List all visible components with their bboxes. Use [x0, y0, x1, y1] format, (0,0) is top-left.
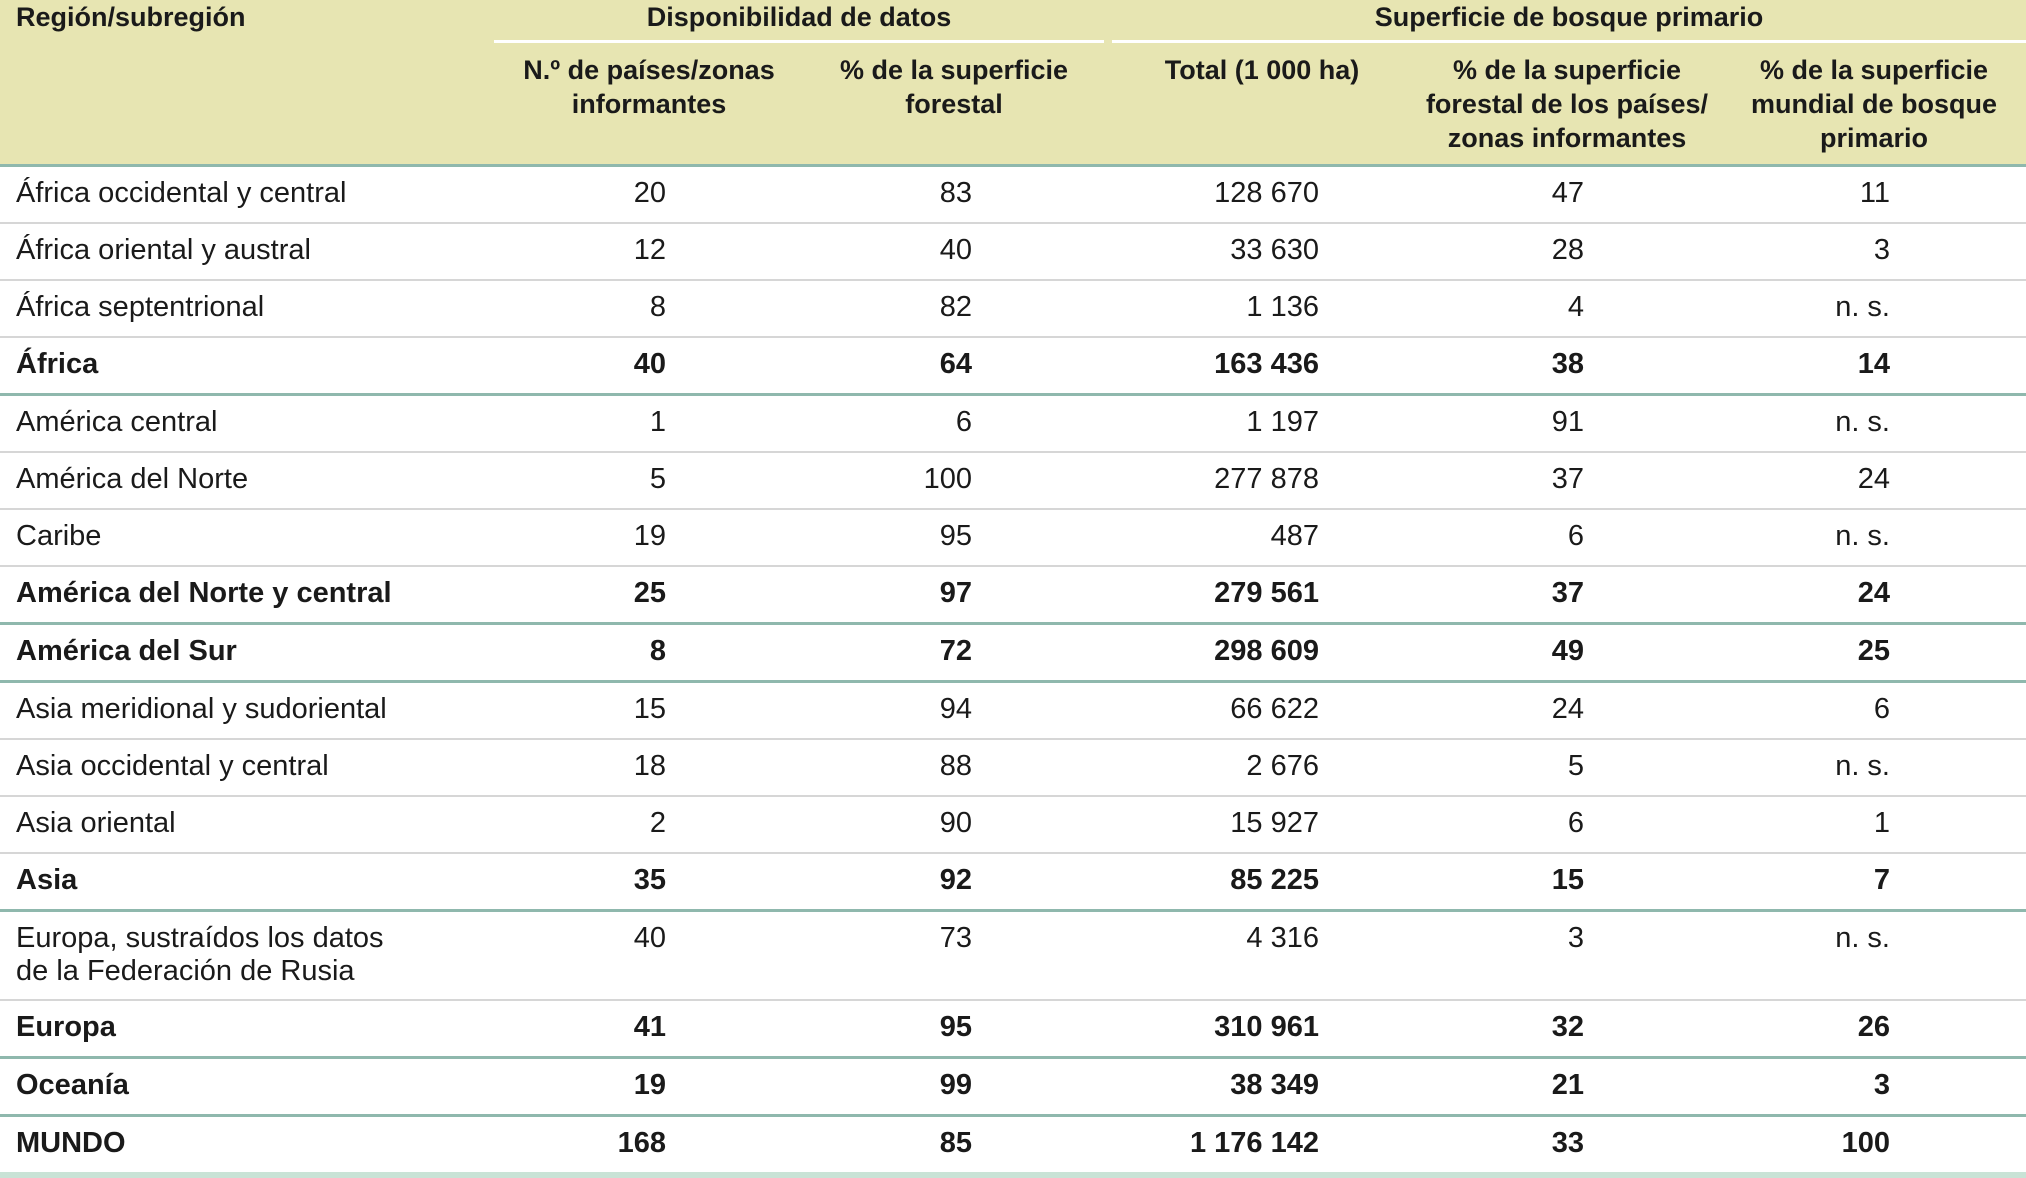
row-total: 85 225: [1230, 864, 1319, 896]
row-total: 128 670: [1214, 177, 1319, 209]
row-region: Asia oriental: [16, 807, 176, 839]
row-pct-reporting: 37: [1551, 463, 1584, 495]
row-pct-forest: 95: [939, 520, 972, 552]
row-region: Oceanía: [16, 1069, 129, 1101]
row-pct-reporting: 21: [1551, 1069, 1584, 1101]
row-total: 38 349: [1230, 1069, 1319, 1101]
row-pct-reporting: 33: [1551, 1127, 1584, 1159]
row-region: MUNDO: [16, 1127, 126, 1159]
row-pct-world: n. s.: [1835, 520, 1890, 552]
row-countries: 40: [633, 922, 666, 954]
table-row: [0, 797, 2026, 854]
row-pct-reporting: 4: [1567, 291, 1584, 323]
row-pct-world: n. s.: [1835, 750, 1890, 782]
row-countries: 19: [633, 1069, 666, 1101]
row-pct-world: 24: [1857, 577, 1890, 609]
row-total: 33 630: [1230, 234, 1319, 266]
header-region: Región/subregión: [16, 2, 246, 32]
row-pct-world: 1: [1873, 807, 1890, 839]
table-row: [0, 1117, 2026, 1178]
table-row: [0, 281, 2026, 338]
row-pct-world: 3: [1873, 1069, 1890, 1101]
row-pct-forest: 64: [939, 348, 972, 380]
row-countries: 25: [633, 577, 666, 609]
row-pct-world: 6: [1873, 693, 1890, 725]
row-region: Europa: [16, 1011, 116, 1043]
row-pct-reporting: 37: [1551, 577, 1584, 609]
table-row: [0, 167, 2026, 224]
table-row: [0, 854, 2026, 912]
row-pct-world: n. s.: [1835, 406, 1890, 438]
row-countries: 40: [633, 348, 666, 380]
table-body: [0, 167, 2026, 1178]
row-pct-forest: 40: [939, 234, 972, 266]
row-countries: 5: [649, 463, 666, 495]
row-pct-world: 26: [1857, 1011, 1890, 1043]
row-pct-forest: 82: [939, 291, 972, 323]
row-countries: 18: [633, 750, 666, 782]
row-pct-world: 25: [1857, 635, 1890, 667]
table-row: [0, 224, 2026, 281]
row-total: 487: [1270, 520, 1319, 552]
row-region: Europa, sustraídos los datos de la Federación de Rusia: [16, 922, 384, 987]
row-region: Asia: [16, 864, 78, 896]
row-pct-forest: 99: [939, 1069, 972, 1101]
row-pct-world: 14: [1857, 348, 1890, 380]
row-countries: 2: [649, 807, 666, 839]
row-countries: 41: [633, 1011, 666, 1043]
row-total: 163 436: [1214, 348, 1319, 380]
header-divider-primary: [1112, 40, 2026, 43]
row-region: Asia meridional y sudoriental: [16, 693, 387, 725]
row-total: 15 927: [1230, 807, 1319, 839]
row-pct-reporting: 6: [1567, 520, 1584, 552]
row-region: América del Norte y central: [16, 577, 392, 609]
row-total: 1 136: [1246, 291, 1319, 323]
table-row: [0, 567, 2026, 625]
row-pct-world: 24: [1857, 463, 1890, 495]
table-row: [0, 740, 2026, 797]
row-countries: 12: [633, 234, 666, 266]
table-row: [0, 510, 2026, 567]
row-pct-reporting: 32: [1551, 1011, 1584, 1043]
row-countries: 15: [633, 693, 666, 725]
row-pct-forest: 92: [939, 864, 972, 896]
table-row: [0, 396, 2026, 453]
header-col-total: Total (1 000 ha): [1164, 55, 1360, 85]
table-header: [0, 0, 2026, 167]
row-region: América del Norte: [16, 463, 249, 495]
table-row: [0, 453, 2026, 510]
row-pct-forest: 6: [955, 406, 972, 438]
row-pct-forest: 97: [939, 577, 972, 609]
row-pct-world: n. s.: [1835, 291, 1890, 323]
row-countries: 8: [649, 635, 666, 667]
row-total: 1 176 142: [1189, 1127, 1319, 1159]
row-pct-reporting: 38: [1551, 348, 1584, 380]
row-pct-forest: 73: [939, 922, 972, 954]
row-pct-reporting: 24: [1551, 693, 1584, 725]
row-pct-forest: 90: [939, 807, 972, 839]
row-pct-forest: 88: [939, 750, 972, 782]
row-region: América del Sur: [16, 635, 237, 667]
row-pct-reporting: 49: [1551, 635, 1584, 667]
row-countries: 20: [633, 177, 666, 209]
row-countries: 168: [617, 1127, 666, 1159]
row-countries: 1: [649, 406, 666, 438]
row-region: Caribe: [16, 520, 102, 552]
table-row: [0, 683, 2026, 740]
row-region: Asia occidental y central: [16, 750, 329, 782]
row-pct-reporting: 91: [1551, 406, 1584, 438]
row-pct-reporting: 47: [1551, 177, 1584, 209]
header-col-pct-reporting: % de la superficie forestal de los países/ zonas informantes: [1425, 55, 1709, 153]
row-pct-forest: 100: [923, 463, 972, 495]
row-region: América central: [16, 406, 218, 438]
row-pct-reporting: 5: [1567, 750, 1584, 782]
row-pct-forest: 83: [939, 177, 972, 209]
row-pct-reporting: 15: [1551, 864, 1584, 896]
row-pct-world: 100: [1841, 1127, 1890, 1159]
row-countries: 8: [649, 291, 666, 323]
table-row: [0, 912, 2026, 1001]
row-total: 277 878: [1214, 463, 1319, 495]
row-total: 298 609: [1214, 635, 1319, 667]
header-group-availability: Disponibilidad de datos: [646, 2, 952, 32]
header-col-pct-world: % de la superficie mundial de bosque primario: [1750, 55, 1998, 153]
row-total: 4 316: [1246, 922, 1319, 954]
row-pct-forest: 94: [939, 693, 972, 725]
header-col-countries: N.º de países/zonas informantes: [523, 55, 775, 119]
header-col-pct-forest: % de la superficie forestal: [839, 55, 1069, 119]
header-divider-availability: [494, 40, 1104, 43]
table-row: [0, 1059, 2026, 1117]
row-pct-reporting: 28: [1551, 234, 1584, 266]
row-pct-world: n. s.: [1835, 922, 1890, 954]
row-region: África occidental y central: [16, 177, 347, 209]
row-pct-world: 3: [1873, 234, 1890, 266]
row-total: 279 561: [1214, 577, 1319, 609]
table-row: [0, 338, 2026, 396]
table-row: [0, 1001, 2026, 1059]
row-region: África: [16, 348, 99, 380]
row-pct-forest: 72: [939, 635, 972, 667]
row-pct-world: 11: [1859, 177, 1890, 209]
row-total: 310 961: [1214, 1011, 1319, 1043]
row-pct-reporting: 3: [1567, 922, 1584, 954]
header-group-primary: Superficie de bosque primario: [1374, 2, 1764, 32]
row-pct-forest: 85: [939, 1127, 972, 1159]
row-countries: 19: [633, 520, 666, 552]
row-total: 66 622: [1230, 693, 1319, 725]
row-region: África septentrional: [16, 291, 265, 323]
row-countries: 35: [633, 864, 666, 896]
row-pct-world: 7: [1873, 864, 1890, 896]
row-total: 1 197: [1246, 406, 1319, 438]
row-region: África oriental y austral: [16, 234, 311, 266]
row-pct-reporting: 6: [1567, 807, 1584, 839]
table-row: [0, 625, 2026, 683]
row-total: 2 676: [1246, 750, 1319, 782]
row-pct-forest: 95: [939, 1011, 972, 1043]
